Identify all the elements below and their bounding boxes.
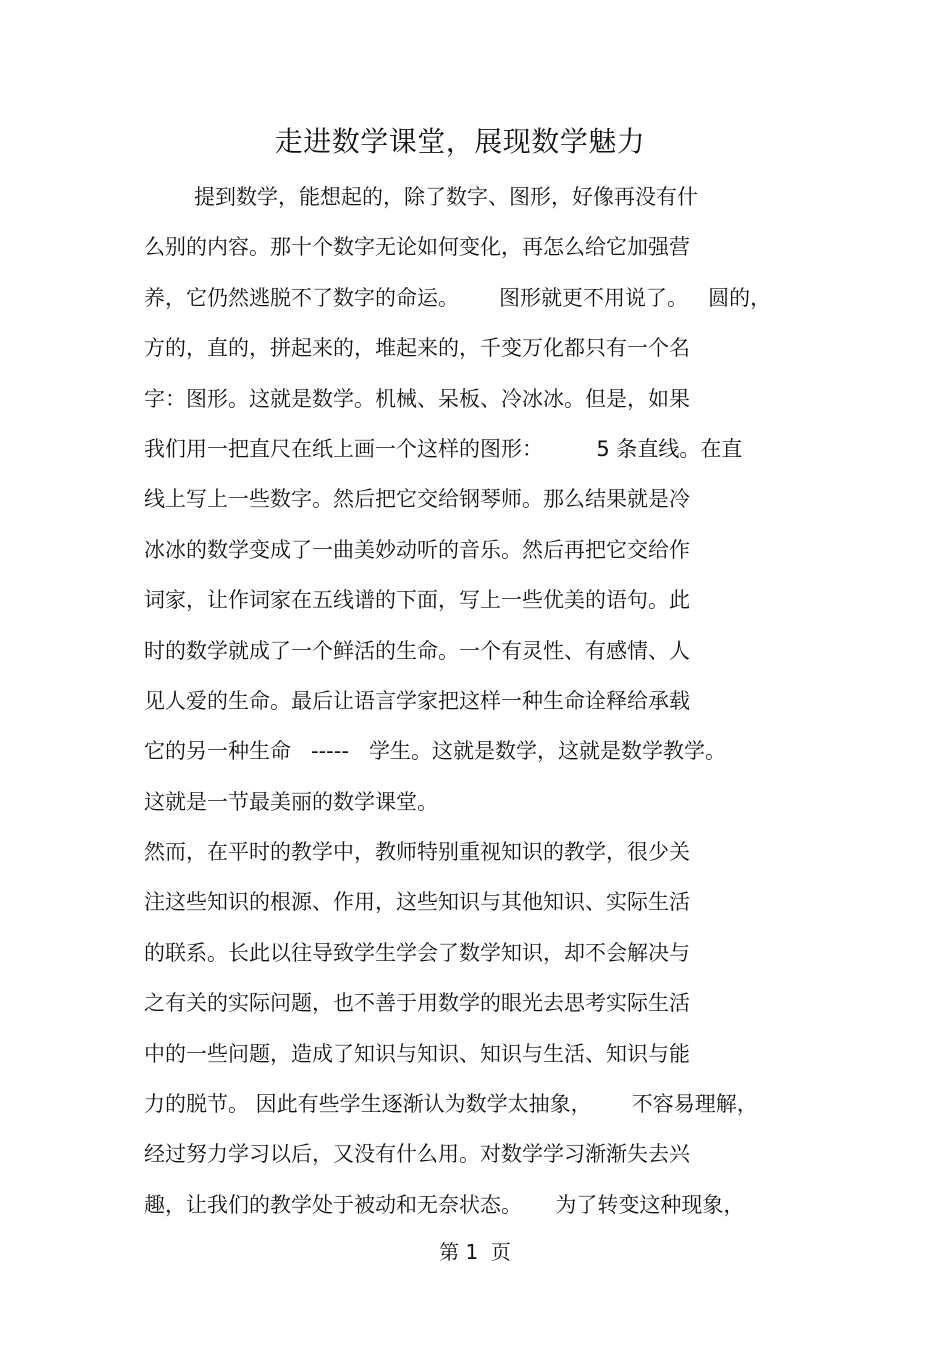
text-line: 提到数学，能想起的，除了数字、图形，好像再没有什 [194, 185, 698, 209]
text-line: 养，它仍然逃脱不了数字的命运。 图形就更不用说了。 圆的， [144, 285, 772, 310]
text-line: 方的，直的，拼起来的，堆起来的，千变万化都只有一个名 [144, 336, 690, 361]
page-number: 第 1 页 [439, 1240, 511, 1264]
text-line: 然而，在平时的教学中，教师特别重视知识的教学，很少关 [144, 840, 690, 865]
text-line: 字：图形。这就是数学。机械、呆板、冷冰冰。但是，如果 [144, 386, 690, 411]
text-line: 它的另一种生命 ----- 学生。这就是数学，这就是数学教学。 [144, 739, 726, 764]
text-line: 力的脱节。 因此有些学生逐渐认为数学太抽象， 不容易理解， [144, 1092, 758, 1117]
text-line: 词家，让作词家在五线谱的下面，写上一些优美的语句。此 [144, 588, 690, 613]
text-line: 见人爱的生命。最后让语言学家把这样一种生命诠释给承载 [144, 688, 690, 713]
text-line: 经过努力学习以后，又没有什么用。对数学学习渐渐失去兴 [144, 1142, 690, 1167]
document-body [144, 172, 824, 1230]
text-line: 趣，让我们的教学处于被动和无奈状态。 为了转变这种现象， [144, 1192, 745, 1217]
text-line: 注这些知识的根源、作用，这些知识与其他知识、实际生活 [144, 890, 690, 915]
document-title: 走进数学课堂，展现数学魅力 [274, 125, 646, 158]
text-line: 这就是一节最美丽的数学课堂。 [144, 789, 438, 814]
text-line: 我们用一把直尺在纸上画一个这样的图形： 5 条直线。在直 [144, 436, 743, 461]
text-line: 之有关的实际问题，也不善于用数学的眼光去思考实际生活 [144, 991, 690, 1016]
text-line: 冰冰的数学变成了一曲美妙动听的音乐。然后再把它交给作 [144, 537, 690, 562]
text-line: 时的数学就成了一个鲜活的生命。一个有灵性、有感情、人 [144, 638, 690, 663]
text-line: 线上写上一些数字。然后把它交给钢琴师。那么结果就是冷 [144, 487, 690, 512]
text-line: 中的一些问题，造成了知识与知识、知识与生活、知识与能 [144, 1041, 690, 1066]
text-line: 么别的内容。那十个数字无论如何变化，再怎么给它加强营 [144, 235, 690, 260]
text-line: 的联系。长此以往导致学生学会了数学知识，却不会解决与 [144, 940, 690, 965]
